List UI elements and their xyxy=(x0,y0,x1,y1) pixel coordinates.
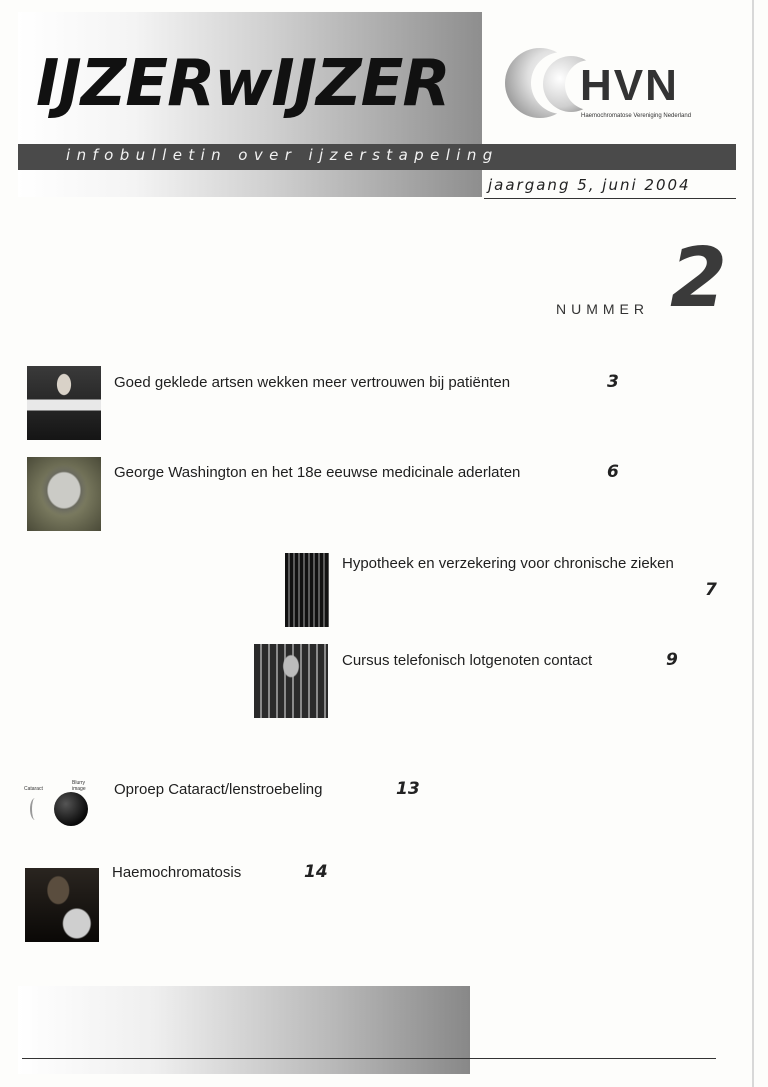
doctor-photo xyxy=(27,366,101,440)
footer-rule xyxy=(22,1058,716,1059)
logo-subtitle: Haemochromatose Vereniging Nederland xyxy=(581,113,692,119)
hvn-logo xyxy=(505,42,710,124)
eye-diagram xyxy=(24,780,98,826)
toc-item-page: 14 xyxy=(304,862,328,882)
diagram-caption: Blurry image xyxy=(72,780,86,792)
toc-item-page: 3 xyxy=(607,372,619,392)
issue-underline xyxy=(484,198,736,199)
washington-portrait xyxy=(27,457,101,531)
toc-item-page: 6 xyxy=(607,462,619,482)
building-photo xyxy=(285,553,329,627)
lens-icon xyxy=(30,798,40,820)
issue-date: jaargang 5, juni 2004 xyxy=(488,176,691,194)
toc-item-page: 7 xyxy=(705,580,717,600)
toc-item-page: 13 xyxy=(396,779,420,799)
masthead-title: IJZERwIJZER xyxy=(36,47,450,121)
footer-gradient xyxy=(18,986,470,1074)
page-edge xyxy=(752,0,754,1087)
eyeball-icon xyxy=(54,792,88,826)
toc-item-title[interactable]: Cursus telefonisch lotgenoten contact xyxy=(342,652,593,669)
toc-item-title[interactable]: George Washington en het 18e eeuwse medicinale aderlaten xyxy=(114,464,521,481)
issue-label: NUMMER xyxy=(556,301,649,317)
toc-item-title[interactable]: Goed geklede artsen wekken meer vertrouwen bij patiënten xyxy=(114,374,511,391)
toc-item-title[interactable]: Haemochromatosis xyxy=(112,864,242,881)
doorway-photo xyxy=(254,644,328,718)
logo-mark: HVN xyxy=(580,61,679,110)
diagram-caption: Cataract xyxy=(24,786,43,792)
issue-number: 2 xyxy=(670,231,728,326)
toc-item-title[interactable]: Oproep Cataract/lenstroebeling xyxy=(114,781,323,798)
toc-item-title[interactable]: Hypotheek en verzekering voor chronische zieken xyxy=(342,555,674,572)
book-photo xyxy=(25,868,99,942)
tagline: infobulletin over ijzerstapeling xyxy=(66,146,499,164)
toc-item-page: 9 xyxy=(666,650,678,670)
